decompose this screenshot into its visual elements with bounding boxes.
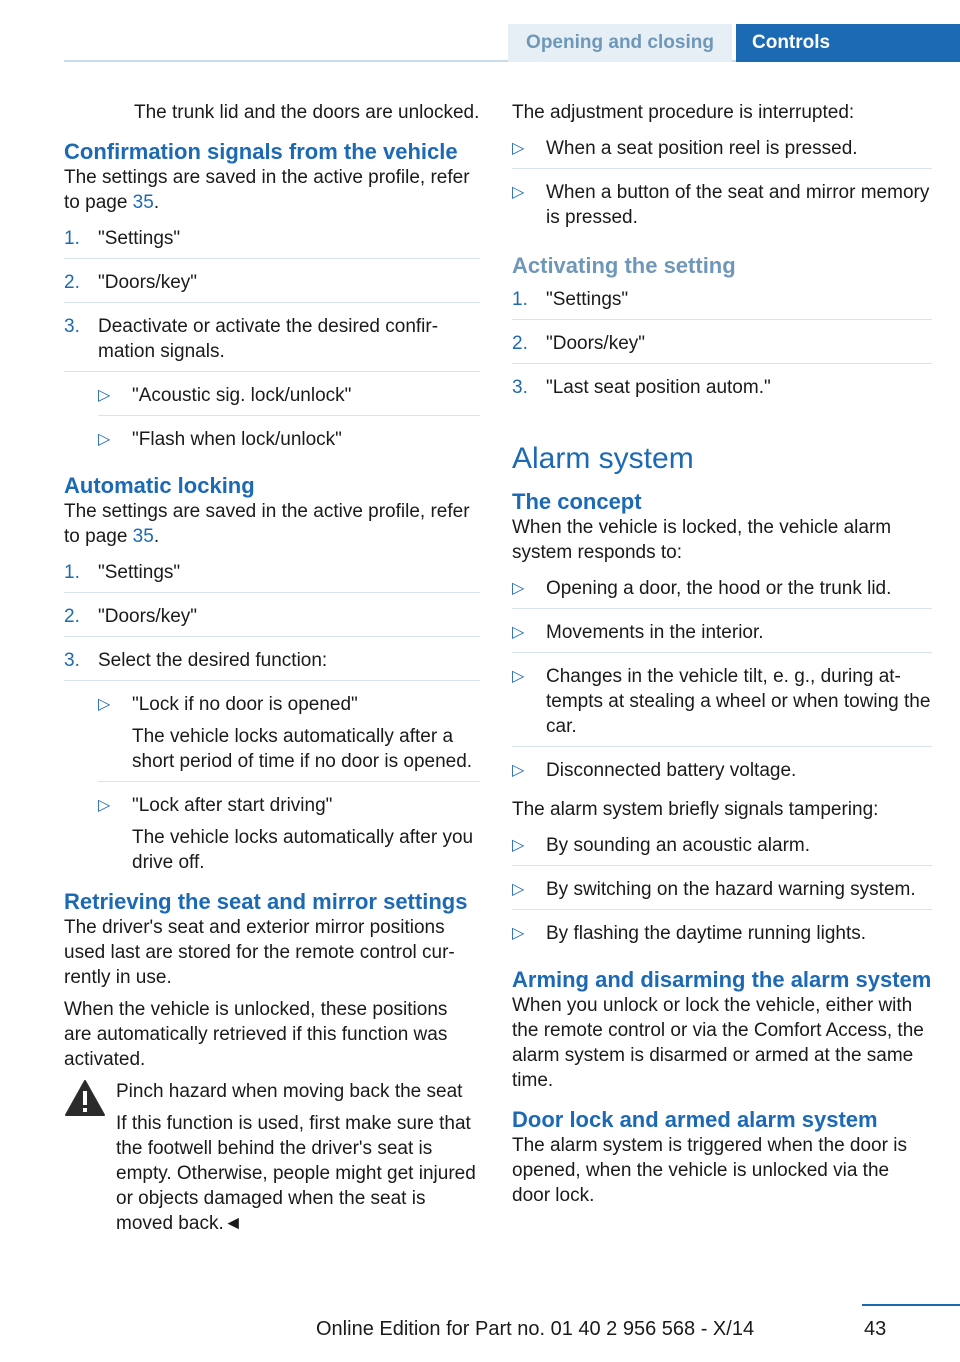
heading-door-lock-alarm: Door lock and armed alarm system bbox=[512, 1107, 878, 1132]
step-item bbox=[64, 310, 480, 372]
step-text: "Settings" bbox=[98, 562, 181, 583]
confirm-paragraph bbox=[64, 165, 480, 215]
triangle-right-icon: ▷ bbox=[512, 668, 525, 685]
warning-block bbox=[64, 1079, 480, 1236]
triangle-right-icon: ▷ bbox=[98, 431, 111, 448]
bullet-text: When a button of the seat and mirror memory is pressed. bbox=[546, 182, 930, 228]
step-number: 2. bbox=[64, 606, 80, 627]
step-text: "Last seat position autom." bbox=[546, 377, 771, 398]
heading-concept: The concept bbox=[512, 489, 642, 514]
doorlock-text: The alarm system is triggered when the door is opened, when the vehicle is unlocked via the door lock. bbox=[512, 1135, 907, 1206]
triangle-right-icon: ▷ bbox=[512, 140, 525, 157]
triangle-right-icon: ▷ bbox=[512, 624, 525, 641]
bullet-item bbox=[512, 176, 932, 237]
step-number: 1. bbox=[512, 289, 528, 310]
warning-triangle-icon bbox=[64, 1079, 106, 1117]
bullet-text: By sounding an acoustic alarm. bbox=[546, 835, 811, 856]
heading-retrieving-seat: Retrieving the seat and mirror settings bbox=[64, 889, 468, 914]
sub-list bbox=[98, 379, 480, 459]
step-item bbox=[64, 644, 480, 681]
step-text: "Settings" bbox=[546, 289, 629, 310]
step-text: "Settings" bbox=[98, 228, 181, 249]
bullet-item bbox=[512, 754, 932, 790]
step-item bbox=[64, 600, 480, 637]
triangle-right-icon: ▷ bbox=[98, 797, 111, 814]
bullet-text: "Lock if no door is opened" bbox=[132, 694, 358, 715]
triangle-right-icon: ▷ bbox=[512, 580, 525, 597]
edition-text: Online Edition for Part no. 01 40 2 956 568 - X/14 bbox=[316, 1318, 755, 1340]
bullet-text: Disconnected battery voltage. bbox=[546, 760, 797, 781]
bullet-text: Movements in the interior. bbox=[546, 622, 764, 643]
footer-rule bbox=[862, 1304, 960, 1306]
step-text: Select the desired function: bbox=[98, 650, 328, 671]
right-column bbox=[512, 100, 932, 1215]
step-item bbox=[64, 556, 480, 593]
step-number: 2. bbox=[512, 333, 528, 354]
step-item bbox=[512, 283, 932, 320]
autolock-paragraph bbox=[64, 499, 480, 549]
bullet-item bbox=[512, 132, 932, 169]
autolock-text-end: . bbox=[153, 526, 160, 547]
left-column bbox=[64, 100, 480, 1236]
bullet-text: By flashing the daytime running lights. bbox=[546, 923, 867, 944]
arming-text: When you unlock or lock the vehicle, either with the remote control or via the Comfort Access, the alarm system is disarmed or armed at the same time. bbox=[512, 995, 924, 1091]
heading-alarm-system: Alarm system bbox=[512, 442, 694, 475]
step-item bbox=[64, 266, 480, 303]
bullet-text: "Lock after start driving" bbox=[132, 795, 333, 816]
bullet-item bbox=[512, 660, 932, 747]
step-number: 2. bbox=[64, 272, 80, 293]
page-link[interactable]: 35 bbox=[132, 192, 154, 213]
triangle-right-icon: ▷ bbox=[512, 925, 525, 942]
concept-text: When the vehicle is locked, the vehicle alarm system responds to: bbox=[512, 517, 892, 563]
bullet-item bbox=[512, 572, 932, 609]
chapter-tab[interactable]: Controls bbox=[736, 24, 960, 62]
step-item bbox=[512, 327, 932, 364]
page-number: 43 bbox=[864, 1318, 887, 1340]
triangle-right-icon: ▷ bbox=[512, 881, 525, 898]
confirm-text-end: . bbox=[153, 192, 160, 213]
step-text: Deactivate or activate the desired confirmation signals. bbox=[98, 316, 439, 362]
sub-list bbox=[98, 688, 480, 875]
step-number: 3. bbox=[64, 650, 80, 671]
heading-automatic-locking: Automatic locking bbox=[64, 473, 255, 498]
step-item bbox=[64, 222, 480, 259]
bullet-text: Changes in the vehicle tilt, e. g., during attempts at stealing a wheel or when towing the car. bbox=[546, 666, 931, 737]
bullet-item bbox=[98, 423, 480, 459]
page-link[interactable]: 35 bbox=[132, 526, 154, 547]
step-number: 1. bbox=[64, 228, 80, 249]
bullet-item bbox=[98, 789, 480, 875]
bullet-text: When a seat position reel is pressed. bbox=[546, 138, 858, 159]
heading-activating-setting: Activating the setting bbox=[512, 253, 736, 278]
signals-intro: The alarm system briefly signals tampering: bbox=[512, 799, 879, 820]
intro-text: The trunk lid and the doors are unlocked. bbox=[134, 102, 480, 123]
bullet-item bbox=[98, 379, 480, 416]
bullet-item bbox=[512, 829, 932, 866]
bullet-item bbox=[512, 917, 932, 953]
step-number: 3. bbox=[64, 316, 80, 337]
step-item bbox=[512, 371, 932, 407]
step-text: "Doors/key" bbox=[546, 333, 646, 354]
triangle-right-icon: ▷ bbox=[512, 184, 525, 201]
bullet-item bbox=[512, 616, 932, 653]
heading-confirmation-signals: Confirmation signals from the vehicle bbox=[64, 139, 458, 164]
warning-text: If this function is used, first make sure that the footwell behind the driver's seat is empty. Otherwise, people might get injured or objects damaged when the seat is moved back.◄ bbox=[116, 1113, 476, 1234]
bullet-text: By switching on the hazard warning system. bbox=[546, 879, 916, 900]
step-number: 1. bbox=[64, 562, 80, 583]
triangle-right-icon: ▷ bbox=[98, 387, 111, 404]
bullet-text: Opening a door, the hood or the trunk lid. bbox=[546, 578, 892, 599]
bullet-item bbox=[98, 688, 480, 782]
heading-arming-disarming: Arming and disarming the alarm system bbox=[512, 967, 932, 992]
seat-paragraph-2: When the vehicle is unlocked, these positions are automatically retrieved if this function was activated. bbox=[64, 999, 448, 1070]
bullet-text: "Flash when lock/unlock" bbox=[132, 429, 342, 450]
step-text: "Doors/key" bbox=[98, 272, 198, 293]
autolock-text: The settings are saved in the active profile, refer to page bbox=[64, 501, 470, 547]
interrupt-intro: The adjustment procedure is interrupted: bbox=[512, 102, 855, 123]
triangle-right-icon: ▷ bbox=[512, 762, 525, 779]
seat-paragraph: The driver's seat and exterior mirror positions used last are stored for the remote control currently in use. bbox=[64, 917, 455, 988]
option-description: The vehicle locks automatically after a short period of time if no door is opened. bbox=[132, 726, 473, 772]
confirm-text: The settings are saved in the active profile, refer to page bbox=[64, 167, 470, 213]
bullet-item bbox=[512, 873, 932, 910]
triangle-right-icon: ▷ bbox=[98, 696, 111, 713]
section-tab[interactable]: Opening and closing bbox=[508, 24, 732, 62]
step-number: 3. bbox=[512, 377, 528, 398]
step-text: "Doors/key" bbox=[98, 606, 198, 627]
warning-title: Pinch hazard when moving back the seat bbox=[116, 1081, 463, 1102]
option-description: The vehicle locks automatically after you drive off. bbox=[132, 827, 474, 873]
bullet-text: "Acoustic sig. lock/unlock" bbox=[132, 385, 352, 406]
triangle-right-icon: ▷ bbox=[512, 837, 525, 854]
